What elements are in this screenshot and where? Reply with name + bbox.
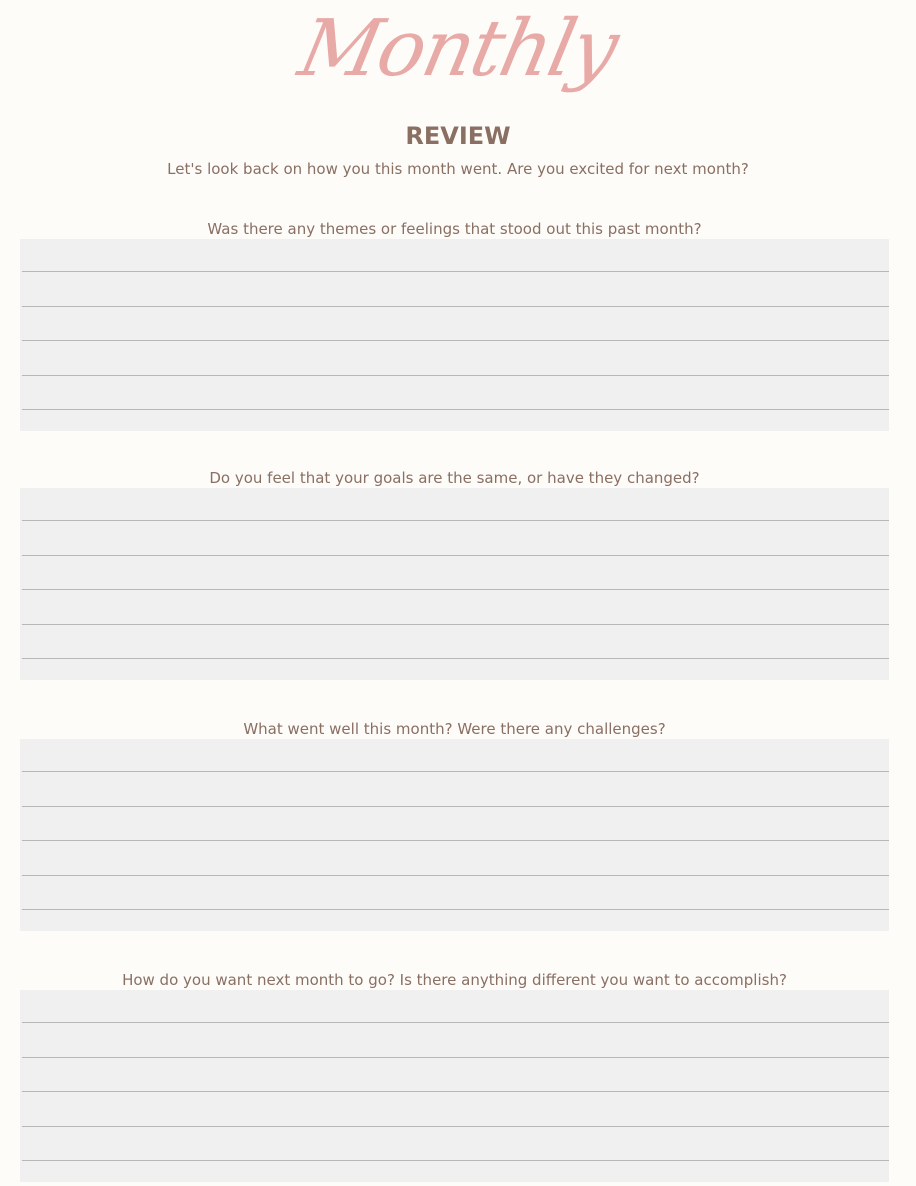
- writing-line: [22, 1022, 889, 1023]
- writing-line: [22, 1091, 889, 1092]
- writing-area[interactable]: [20, 739, 889, 931]
- writing-area[interactable]: [20, 239, 889, 431]
- writing-line: [22, 806, 889, 807]
- writing-line: [22, 340, 889, 341]
- writing-line: [22, 1126, 889, 1127]
- writing-line: [22, 375, 889, 376]
- section-prompt: Was there any themes or feelings that stood out this past month?: [207, 220, 702, 238]
- writing-line: [22, 1160, 889, 1161]
- writing-line: [22, 271, 889, 272]
- section-went-well: [20, 719, 889, 931]
- writing-line: [22, 1057, 889, 1058]
- section-prompt: How do you want next month to go? Is there anything different you want to accomplish?: [122, 971, 787, 989]
- writing-line: [22, 875, 889, 876]
- writing-line: [22, 840, 889, 841]
- section-prompt: Do you feel that your goals are the same, or have they changed?: [209, 469, 700, 487]
- section-prompt: What went well this month? Were there any challenges?: [243, 720, 666, 738]
- section-goals: [20, 468, 889, 680]
- script-title: Monthly: [291, 4, 625, 94]
- writing-area[interactable]: [20, 990, 889, 1182]
- header: [0, 0, 916, 190]
- page-title: REVIEW: [405, 122, 511, 150]
- section-themes: [20, 219, 889, 431]
- section-next-month: [20, 970, 889, 1182]
- writing-line: [22, 909, 889, 910]
- writing-line: [22, 520, 889, 521]
- writing-line: [22, 306, 889, 307]
- writing-line: [22, 589, 889, 590]
- writing-line: [22, 658, 889, 659]
- writing-line: [22, 624, 889, 625]
- page-subtitle: Let's look back on how you this month went. Are you excited for next month?: [167, 160, 749, 178]
- writing-area[interactable]: [20, 488, 889, 680]
- writing-line: [22, 771, 889, 772]
- writing-line: [22, 409, 889, 410]
- writing-line: [22, 555, 889, 556]
